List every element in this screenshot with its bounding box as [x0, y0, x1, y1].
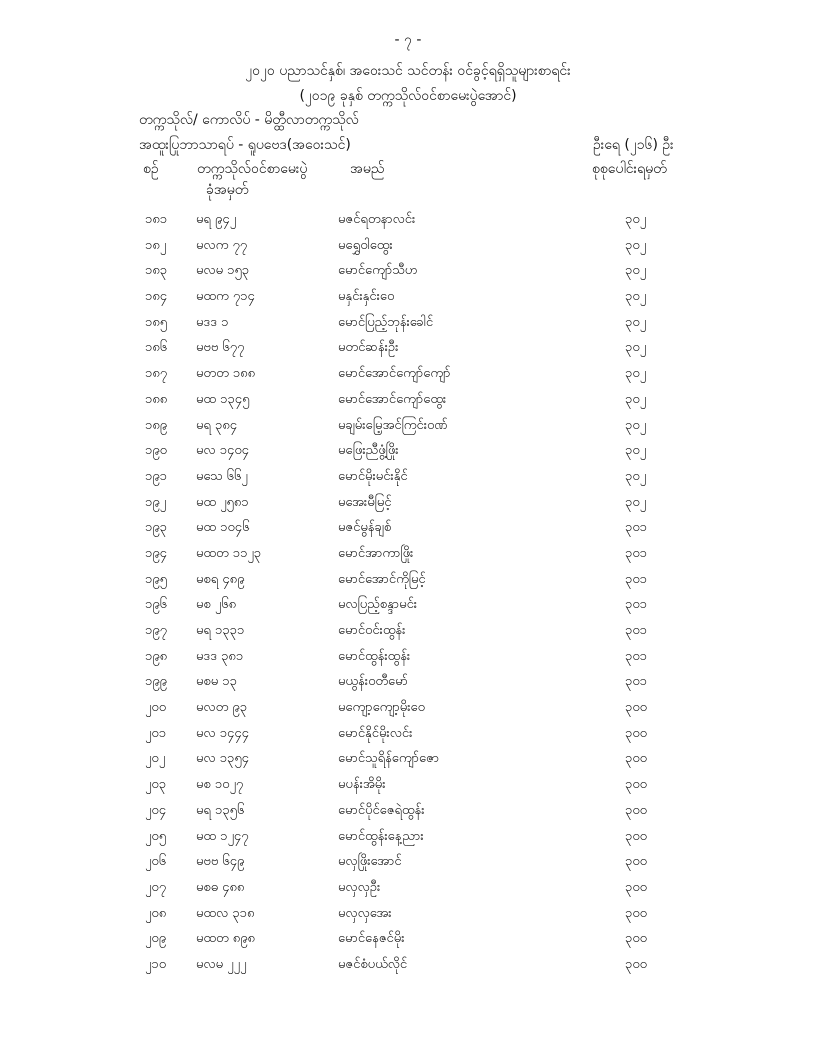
student-name: မဇင်ရတနာလင်း: [338, 212, 416, 227]
row-number: ၁၈၇: [145, 366, 168, 382]
student-name: မောင်နိုင်မိုးလင်း: [338, 725, 413, 741]
roll-number: မထလ ၃၁၈: [196, 905, 255, 921]
student-name: မဖြေးညီဖွံ့ဖြိုး: [338, 443, 399, 459]
roll-number: မလ ၁၃၅၄: [196, 751, 249, 767]
total-score: ၃၀၀: [625, 931, 647, 947]
table-row: [0, 262, 816, 288]
document-title: ၂၀၂၀ ပညာသင်နှစ်၊ အဝေးသင် သင်တန်း ဝင်ခွင့်ရရှိသူများစာရင်း: [245, 63, 571, 79]
student-name: မလှဖြိုးအောင်: [338, 854, 402, 870]
student-name: မပန်းအိမိုး: [338, 777, 386, 793]
total-score: ၃၀၀: [625, 751, 647, 767]
row-number: ၁၉၂: [145, 494, 167, 510]
row-number: ၁၉၇: [145, 623, 167, 638]
row-number: ၁၈၂: [145, 237, 167, 253]
total-score: ၃၀၀: [625, 777, 647, 793]
roll-number: မဒဒ ၃၈၁: [196, 648, 244, 664]
table-row: [0, 879, 816, 905]
roll-number: မဗဗ ၆၄၉: [196, 854, 245, 870]
student-name: မောင်ထွန်းနေ့ညား: [338, 828, 424, 844]
student-name: မောင်ဝင်းထွန်း: [338, 623, 406, 638]
roll-number: မတတ ၁၈၈: [196, 366, 256, 382]
roll-number: မစဓ ၄၈၈: [196, 879, 245, 895]
row-number: ၂၀၅: [145, 828, 167, 844]
roll-number: မထ ၁၀၄၆: [196, 520, 250, 536]
table-row: [0, 365, 816, 391]
column-header-name: အမည်: [350, 161, 385, 177]
row-number: ၁၉၁: [145, 468, 167, 484]
roll-number: မစရ ၄၈၉: [196, 571, 245, 587]
student-name: မောင်အာကာဖြိုး: [338, 545, 414, 561]
total-score: ၃၀၂: [625, 494, 647, 510]
table-row: [0, 571, 816, 597]
student-name: မောင်နေဇင်မိုး: [338, 931, 405, 947]
student-name: မလပြည့်စန္ဒာမင်း: [338, 597, 418, 613]
student-name: မကျော့ကျော့မိုးဝေ: [338, 700, 425, 716]
column-header-roll-second-line: ခုံအမှတ်: [206, 182, 249, 198]
table-row: [0, 930, 816, 956]
row-number: ၂၁၀: [145, 956, 167, 972]
roll-number: မလ ၁၄၄၄: [196, 725, 249, 741]
row-number: ၂၀၄: [145, 802, 167, 818]
roll-number: မလတ ၉၃: [196, 700, 248, 716]
table-row: [0, 648, 816, 674]
total-score: ၃၀၀: [625, 725, 647, 741]
student-name: မယွန်းဝတီမော်: [338, 674, 408, 690]
row-number: ၂၀၀: [145, 700, 167, 716]
total-score: ၃၀၀: [625, 700, 647, 716]
row-number: ၂၀၆: [145, 854, 167, 870]
table-row: [0, 905, 816, 931]
table-row: [0, 339, 816, 365]
total-score: ၃၀၁: [625, 597, 647, 613]
roll-number: မရ ၁၃၃၁: [196, 623, 245, 638]
total-score: ၃၀၂: [625, 391, 647, 407]
column-header-total: စုစုပေါင်းရမှတ်: [592, 161, 667, 177]
roll-number: မရ ၁၃၅၆: [196, 802, 245, 818]
row-number: ၁၉၃: [145, 520, 167, 536]
student-name: မောင်မိုးမင်းနိုင်: [338, 468, 408, 484]
student-name: မရွှေဝါထွေး: [338, 237, 393, 253]
student-name: မနှင်းနှင်းဝေ: [338, 289, 395, 305]
total-score: ၃၀၀: [625, 802, 647, 818]
row-number: ၁၈၅: [145, 314, 168, 330]
table-row: [0, 211, 816, 237]
student-list: [0, 211, 816, 982]
student-name: မောင်သူရိန်ကျော်ဇော: [338, 751, 440, 767]
row-number: ၁၈၄: [145, 289, 168, 305]
roll-number: မထ ၂၅၈၁: [196, 494, 249, 510]
student-name: မတင်ဆန်းဦး: [338, 340, 399, 356]
student-name: မချမ်းမြေ့အင်ကြင်းဝဏ်: [338, 417, 448, 433]
row-number: ၂၀၈: [145, 905, 167, 921]
table-row: [0, 956, 816, 982]
total-score: ၃၀၂: [625, 263, 647, 279]
student-name: မအေးမီမြင့်: [338, 494, 392, 510]
table-row: [0, 417, 816, 443]
total-score: ၃၀၂: [625, 468, 647, 484]
table-row: [0, 237, 816, 263]
row-number: ၁၉၉: [145, 674, 167, 690]
table-row: [0, 545, 816, 571]
total-score: ၃၀၀: [625, 956, 647, 972]
total-score: ၃၀၁: [625, 545, 647, 561]
total-score: ၃၀၁: [625, 623, 647, 638]
roll-number: မထတ ၁၁၂၃: [196, 545, 262, 561]
student-name: မောင်ထွန်းထွန်း: [338, 648, 411, 664]
table-row: [0, 391, 816, 417]
table-row: [0, 494, 816, 520]
table-row: [0, 622, 816, 648]
table-row: [0, 725, 816, 751]
student-count: ဦးရေ (၂၁၆) ဦး: [593, 137, 674, 153]
major-subject-line: အထူးပြုဘာသာရပ် - ရူပဗေဒ(အဝေးသင်): [139, 137, 351, 153]
total-score: ၃၀၂: [625, 366, 647, 382]
roll-number: မရ ၉၄၂: [196, 212, 237, 227]
total-score: ၃၀၁: [625, 520, 647, 536]
row-number: ၁၈၆: [145, 340, 168, 356]
row-number: ၁၉၀: [145, 443, 167, 459]
table-row: [0, 468, 816, 494]
total-score: ၃၀၂: [625, 417, 647, 433]
page-number: - ၇ -: [394, 32, 422, 48]
roll-number: မလ ၁၄၀၄: [196, 443, 249, 459]
row-number: ၂၀၃: [145, 777, 167, 793]
student-name: မောင်အောင်ကျော်ထွေး: [338, 391, 447, 407]
student-name: မလှလှဦး: [338, 879, 381, 895]
row-number: ၂၀၁: [145, 725, 167, 741]
table-row: [0, 828, 816, 854]
column-header-no: စဉ်: [143, 161, 159, 177]
total-score: ၃၀၀: [625, 828, 647, 844]
row-number: ၁၉၆: [145, 597, 167, 613]
roll-number: မဗဗ ၆၇၇: [196, 340, 245, 356]
roll-number: မလမ ၁၅၃: [196, 263, 250, 279]
roll-number: မစ ၂၆၈: [196, 597, 236, 613]
student-name: မောင်အောင်ကျော်ကျော်: [338, 366, 451, 382]
university-line: တက္ကသိုလ်/ ကောလိပ် - မိတ္ထီလာတက္ကသိုလ်: [139, 112, 359, 128]
roll-number: မထ ၁၃၄၅: [196, 391, 250, 407]
roll-number: မလမ ၂၂၂: [196, 956, 247, 972]
table-row: [0, 442, 816, 468]
row-number: ၁၉၄: [145, 545, 167, 561]
row-number: ၁၈၁: [145, 212, 168, 227]
total-score: ၃၀၀: [625, 905, 647, 921]
student-name: မောင်ပြည့်ဘုန်းခေါင်: [338, 314, 434, 330]
total-score: ၃၀၀: [625, 879, 647, 895]
total-score: ၃၀၀: [625, 854, 647, 870]
roll-number: မစမ ၁၃: [196, 674, 237, 690]
total-score: ၃၀၂: [625, 212, 647, 227]
roll-number: မထ ၁၂၄၇: [196, 828, 249, 844]
roll-number: မဒဒ ၁: [196, 314, 229, 330]
total-score: ၃၀၁: [625, 674, 647, 690]
student-name: မောင်ကျော်သီဟ: [338, 263, 418, 279]
row-number: ၁၈၃: [145, 263, 168, 279]
table-row: [0, 673, 816, 699]
document-subtitle: (၂၀၁၉ ခုနှစ် တက္ကသိုလ်ဝင်စာမေးပွဲအောင်): [299, 88, 517, 104]
row-number: ၂၀၂: [145, 751, 166, 767]
total-score: ၃၀၂: [625, 443, 647, 459]
total-score: ၃၀၂: [625, 237, 647, 253]
total-score: ၃၀၁: [625, 571, 647, 587]
table-row: [0, 288, 816, 314]
student-name: မလှလှအေး: [338, 905, 392, 921]
total-score: ၃၀၂: [625, 340, 647, 356]
column-header-roll: တက္ကသိုလ်ဝင်စာမေးပွဲ: [197, 161, 308, 177]
roll-number: မစ ၁၀၂၇: [196, 777, 244, 793]
roll-number: မလက ၇၇: [196, 237, 248, 253]
row-number: ၂၀၇: [145, 879, 167, 895]
table-row: [0, 314, 816, 340]
row-number: ၁၉၈: [145, 648, 168, 664]
row-number: ၁၈၈: [145, 391, 168, 407]
table-row: [0, 699, 816, 725]
table-row: [0, 853, 816, 879]
table-row: [0, 596, 816, 622]
row-number: ၁၈၉: [145, 417, 168, 433]
table-row: [0, 750, 816, 776]
total-score: ၃၀၂: [625, 314, 647, 330]
total-score: ၃၀၂: [625, 289, 647, 305]
student-name: မဇင်စံပယ်လိုင်: [338, 956, 408, 972]
total-score: ၃၀၁: [625, 648, 647, 664]
row-number: ၂၀၉: [145, 931, 167, 947]
roll-number: မသေ ၆၆၂: [196, 468, 248, 484]
roll-number: မထက ၇၁၄: [196, 289, 255, 305]
roll-number: မထတ ၈၉၈: [196, 931, 255, 947]
table-row: [0, 519, 816, 545]
student-name: မောင်ပိုင်ဇေရဲထွန်း: [338, 802, 425, 818]
roll-number: မရ ၃၈၄: [196, 417, 238, 433]
student-name: မဇင်မွန်ချစ်: [338, 520, 392, 536]
row-number: ၁၉၅: [145, 571, 167, 587]
table-row: [0, 776, 816, 802]
table-row: [0, 802, 816, 828]
student-name: မောင်အောင်ကိုမြင့်: [338, 571, 426, 587]
